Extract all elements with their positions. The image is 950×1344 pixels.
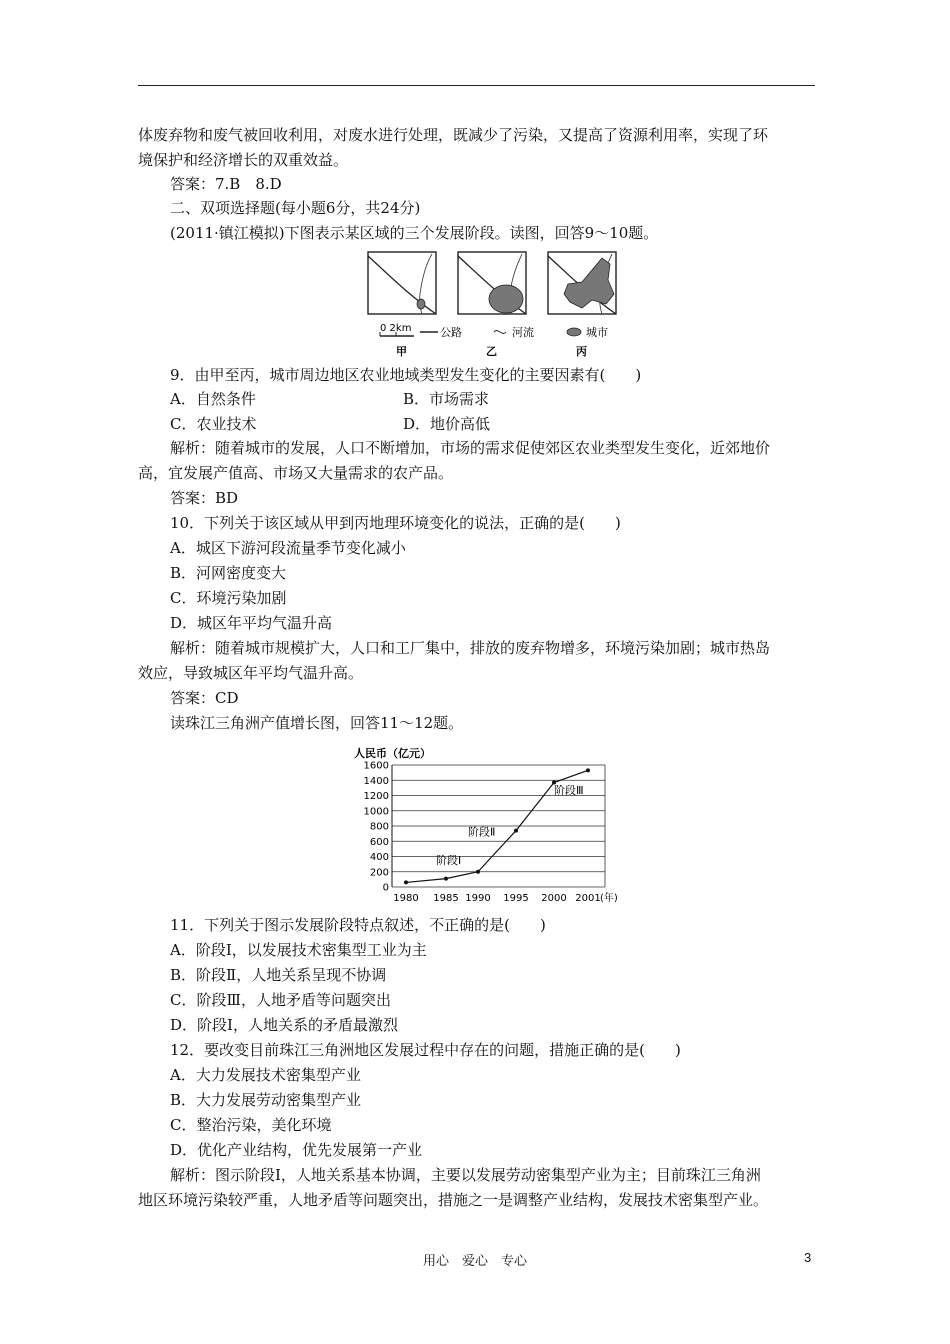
x-tick-label: 1990 (465, 893, 491, 904)
option-12d: D．优化产业结构，优先发展第一产业 (170, 1141, 423, 1159)
option-9c: C．农业技术 (170, 415, 257, 433)
option-11b: B．阶段Ⅱ，人地关系呈现不协调 (170, 966, 387, 984)
answer-line: 答案：7.B 8.D (170, 175, 282, 193)
paragraph-line: 体废弃物和废气被回收利用，对废水进行处理，既减少了污染，又提高了资源利用率，实现了环 (138, 126, 769, 144)
question-11: 11．下列关于图示发展阶段特点叙述，不正确的是( ) (170, 916, 546, 934)
option-11a: A．阶段Ⅰ，以发展技术密集型工业为主 (170, 941, 427, 959)
data-point (444, 877, 448, 881)
option-11d: D．阶段Ⅰ，人地关系的矛盾最激烈 (170, 1016, 398, 1034)
x-tick-label: 1980 (393, 893, 419, 904)
y-tick-label: 800 (369, 821, 389, 833)
x-tick-label: 1985 (433, 893, 459, 904)
y-tick-label: 400 (369, 852, 389, 863)
x-tick-label: 2000 (541, 893, 567, 904)
data-point (586, 768, 590, 772)
question-intro: 读珠江三角洲产值增长图，回答11～12题。 (170, 714, 464, 732)
section-heading: 二、双项选择题(每小题6分，共24分) (170, 199, 421, 217)
question-10: 10．下列关于该区域从甲到丙地理环境变化的说法，正确的是( ) (170, 514, 621, 532)
panel-label-yi: 乙 (486, 345, 497, 358)
y-tick-label: 1400 (363, 775, 389, 787)
output-growth-chart (350, 745, 640, 907)
y-tick-label: 1600 (363, 760, 389, 772)
y-tick-label: 200 (369, 867, 389, 879)
data-point (404, 880, 408, 884)
x-tick-label: 1995 (503, 893, 529, 904)
option-9a: A．自然条件 (170, 390, 256, 408)
x-tick-label: 2001 (575, 893, 601, 904)
answer-line: 答案：BD (170, 489, 239, 507)
header-rule (138, 85, 815, 86)
option-10a: A．城区下游河段流量季节变化减小 (170, 539, 406, 557)
legend-city: 城市 (586, 326, 608, 339)
option-12a: A．大力发展技术密集型产业 (170, 1066, 361, 1084)
question-intro: (2011·镇江模拟)下图表示某区域的三个发展阶段。读图，回答9～10题。 (170, 224, 659, 242)
option-9d: D．地价高低 (403, 415, 491, 433)
legend-river: 河流 (512, 326, 534, 339)
option-9b: B．市场需求 (403, 390, 490, 408)
option-12c: C．整治污染，美化环境 (170, 1116, 332, 1134)
answer-line: 答案：CD (170, 689, 239, 707)
y-tick-label: 600 (369, 836, 389, 848)
question-9: 9．由甲至丙，城市周边地区农业地域类型发生变化的主要因素有( ) (170, 366, 642, 384)
stage-label: 阶段Ⅱ (468, 825, 496, 839)
y-tick-label: 1000 (363, 806, 389, 818)
footer-slogan: 用心 爱心 专心 (422, 1254, 527, 1269)
data-point (514, 829, 518, 833)
y-axis-title: 人民币（亿元） (354, 747, 431, 760)
stage-label: 阶段Ⅲ (554, 783, 584, 797)
development-stages-map (360, 224, 620, 360)
y-tick-label: 0 (382, 882, 389, 894)
option-10d: D．城区年平均气温升高 (170, 614, 333, 632)
option-10b: B．河网密度变大 (170, 564, 287, 582)
panel-label-jia: 甲 (396, 345, 407, 358)
analysis-line: 解析：随着城市规模扩大，人口和工厂集中，排放的废弃物增多，环境污染加剧；城市热岛 (170, 639, 771, 657)
option-12b: B．大力发展劳动密集型产业 (170, 1091, 362, 1109)
legend-road: 公路 (440, 326, 462, 339)
y-tick-label: 1200 (363, 791, 389, 802)
page-number: 3 (804, 1250, 812, 1265)
scale-label: 0 2km (380, 323, 412, 334)
stage-label: 阶段Ⅰ (436, 853, 462, 867)
analysis-line: 解析：随着城市的发展，人口不断增加，市场的需求促使郊区农业类型发生变化，近郊地价 (170, 439, 771, 457)
x-axis-unit: (年) (600, 893, 618, 904)
analysis-line: 高，宜发展产值高、市场又大量需求的农产品。 (138, 464, 454, 482)
option-11c: C．阶段Ⅲ，人地矛盾等问题突出 (170, 991, 391, 1009)
option-10c: C．环境污染加剧 (170, 589, 287, 607)
question-12: 12．要改变目前珠江三角洲地区发展过程中存在的问题，措施正确的是( ) (170, 1041, 681, 1059)
analysis-line: 地区环境污染较严重，人地矛盾等问题突出，措施之一是调整产业结构，发展技术密集型产业。 (138, 1191, 769, 1209)
analysis-line: 效应，导致城区年平均气温升高。 (138, 664, 364, 682)
analysis-line: 解析：图示阶段Ⅰ，人地关系基本协调，主要以发展劳动密集型产业为主；目前珠江三角洲 (170, 1166, 761, 1184)
paragraph-line: 境保护和经济增长的双重效益。 (138, 151, 349, 169)
data-point (476, 870, 480, 874)
panel-label-bing: 丙 (576, 345, 587, 358)
